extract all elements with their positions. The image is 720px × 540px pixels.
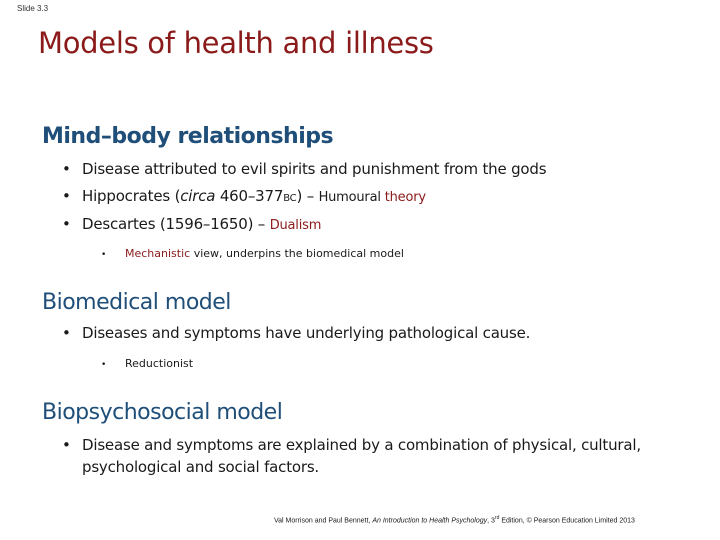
bullet-text: Disease and symptoms are explained by a combination of physical, cultural, psychological and social factors. <box>82 436 641 476</box>
section-heading-biomedical: Biomedical model <box>42 290 231 315</box>
bullet-text-mid: 460–377 <box>215 187 284 205</box>
bullet-text-humoural: Humoural <box>318 190 385 205</box>
bullet-text-dualism: Dualism <box>269 218 322 233</box>
bullet-text <box>82 215 321 233</box>
slide-title: Models of health and illness <box>38 26 434 60</box>
bullet-combination-factors <box>62 434 662 478</box>
subbullet-text-mechanistic: Mechanistic <box>125 247 191 260</box>
subbullet-reductionist <box>101 356 193 373</box>
subbullet-mechanistic <box>101 246 404 263</box>
bullet-hippocrates <box>62 185 426 210</box>
citation-footer <box>274 515 635 524</box>
citation-edition-post: Edition, © Pearson Education Limited 2013 <box>499 517 635 525</box>
bullet-text-pre: Hippocrates ( <box>82 187 181 205</box>
bullet-text: Disease attributed to evil spirits and punishment from the gods <box>82 160 547 178</box>
bullet-text-era: BC <box>283 193 297 204</box>
bullet-text-theory: theory <box>384 190 426 205</box>
citation-edition-pre: , 3 <box>487 517 495 525</box>
citation-edition-sup: rd <box>494 515 500 521</box>
subbullet-text: view, underpins the biomedical model <box>190 247 404 260</box>
section-heading-mind-body: Mind–body relationships <box>42 124 334 149</box>
section-heading-biopsychosocial: Biopsychosocial model <box>42 400 283 425</box>
subbullet-text: Reductionist <box>125 357 194 370</box>
bullet-evil-spirits <box>62 158 546 180</box>
bullet-glyph: • <box>62 324 71 342</box>
bullet-descartes <box>62 213 321 237</box>
bullet-glyph: • <box>62 160 71 178</box>
slide-number: Slide 3.3 <box>17 4 49 13</box>
bullet-glyph: • <box>62 215 71 233</box>
bullet-glyph: • <box>62 436 71 454</box>
bullet-text: Diseases and symptoms have underlying pathological cause. <box>82 324 531 342</box>
bullet-text-pre: Descartes (1596–1650) – <box>82 215 270 233</box>
citation-authors: Val Morrison and Paul Bennett, <box>274 517 373 525</box>
bullet-pathological-cause <box>62 322 530 344</box>
bullet-glyph: • <box>62 187 71 205</box>
bullet-text <box>82 187 426 205</box>
bullet-text-post: ) – <box>296 187 319 205</box>
subbullet-glyph: • <box>101 250 107 260</box>
subbullet-glyph: • <box>101 360 107 370</box>
citation-book-title: An Introduction to Health Psychology <box>372 517 488 525</box>
bullet-text-italic: circa <box>180 187 216 205</box>
